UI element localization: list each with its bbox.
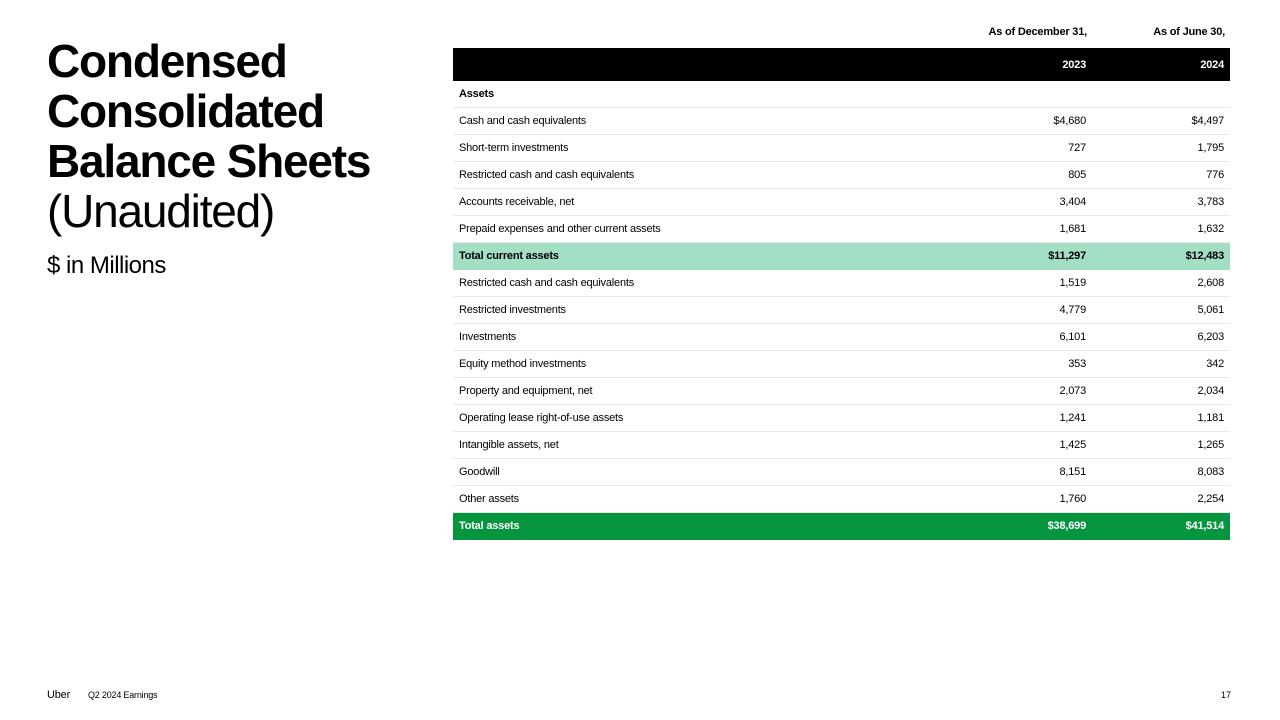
- row-label: Cash and cash equivalents: [453, 108, 954, 135]
- value-2023: 1,760: [954, 486, 1092, 513]
- value-2023: 805: [954, 162, 1092, 189]
- page-title: [47, 36, 427, 236]
- table-header-row: [453, 48, 1230, 81]
- row-label: Intangible assets, net: [453, 432, 954, 459]
- value-2023: 6,101: [954, 324, 1092, 351]
- row-label: Restricted cash and cash equivalents: [453, 270, 954, 297]
- value-2024: 2,254: [1092, 486, 1230, 513]
- value-2024: 1,632: [1092, 216, 1230, 243]
- row-label: Investments: [453, 324, 954, 351]
- value-2023: 4,779: [954, 297, 1092, 324]
- value-2023: 1,681: [954, 216, 1092, 243]
- value-2024: 2,034: [1092, 378, 1230, 405]
- value-2024: $4,497: [1092, 108, 1230, 135]
- section-label: Assets: [453, 81, 954, 108]
- row-label: Accounts receivable, net: [453, 189, 954, 216]
- title-line-1: Condensed: [47, 35, 287, 87]
- value-2023: 1,519: [954, 270, 1092, 297]
- value-2023: 2,073: [954, 378, 1092, 405]
- row-label: Operating lease right-of-use assets: [453, 405, 954, 432]
- value-2024: 1,265: [1092, 432, 1230, 459]
- row-label: Prepaid expenses and other current assets: [453, 216, 954, 243]
- value-2024: 3,783: [1092, 189, 1230, 216]
- table-row: [453, 378, 1230, 405]
- row-label: Restricted investments: [453, 297, 954, 324]
- total-row: [453, 513, 1230, 540]
- title-line-2: Consolidated: [47, 85, 324, 137]
- empty-cell: [954, 81, 1092, 108]
- title-line-4: (Unaudited): [47, 185, 275, 237]
- value-2024: 342: [1092, 351, 1230, 378]
- table-row: [453, 405, 1230, 432]
- empty-cell: [1092, 81, 1230, 108]
- value-2024: 1,181: [1092, 405, 1230, 432]
- value-2023: $11,297: [954, 243, 1092, 270]
- table-row: [453, 270, 1230, 297]
- balance-sheet-table: [453, 48, 1230, 540]
- table-row: [453, 108, 1230, 135]
- row-label: Equity method investments: [453, 351, 954, 378]
- value-2024: 2,608: [1092, 270, 1230, 297]
- value-2024: $41,514: [1092, 513, 1230, 540]
- table-row: [453, 486, 1230, 513]
- footer-report-name: Q2 2024 Earnings: [88, 690, 158, 700]
- value-2023: 727: [954, 135, 1092, 162]
- value-2023: 1,425: [954, 432, 1092, 459]
- header-label-cell: [453, 48, 954, 81]
- row-label: Restricted cash and cash equivalents: [453, 162, 954, 189]
- row-label: Other assets: [453, 486, 954, 513]
- value-2024: 1,795: [1092, 135, 1230, 162]
- table-row: [453, 189, 1230, 216]
- title-line-3: Balance Sheets: [47, 135, 371, 187]
- column-header-period-2023: As of December 31,: [988, 26, 1087, 38]
- table-row: [453, 135, 1230, 162]
- row-label: Total current assets: [453, 243, 954, 270]
- value-2023: 353: [954, 351, 1092, 378]
- table-row: [453, 162, 1230, 189]
- footer-brand: Uber: [47, 689, 71, 701]
- row-label: Goodwill: [453, 459, 954, 486]
- units-subtitle: $ in Millions: [47, 252, 166, 279]
- value-2024: 8,083: [1092, 459, 1230, 486]
- value-2023: $38,699: [954, 513, 1092, 540]
- table-row: [453, 297, 1230, 324]
- value-2024: 776: [1092, 162, 1230, 189]
- section-row-assets: [453, 81, 1230, 108]
- table-row: [453, 351, 1230, 378]
- value-2024: $12,483: [1092, 243, 1230, 270]
- table-row: [453, 432, 1230, 459]
- value-2023: 3,404: [954, 189, 1092, 216]
- value-2024: 6,203: [1092, 324, 1230, 351]
- table-row: [453, 216, 1230, 243]
- row-label: Short-term investments: [453, 135, 954, 162]
- row-label: Property and equipment, net: [453, 378, 954, 405]
- table-row: [453, 459, 1230, 486]
- row-label: Total assets: [453, 513, 954, 540]
- subtotal-row: [453, 243, 1230, 270]
- column-header-period-2024: As of June 30,: [1153, 26, 1225, 38]
- header-year-2023: 2023: [954, 48, 1092, 81]
- value-2023: 8,151: [954, 459, 1092, 486]
- table-row: [453, 324, 1230, 351]
- value-2023: $4,680: [954, 108, 1092, 135]
- value-2023: 1,241: [954, 405, 1092, 432]
- header-year-2024: 2024: [1092, 48, 1230, 81]
- value-2024: 5,061: [1092, 297, 1230, 324]
- page-number: 17: [1220, 690, 1231, 700]
